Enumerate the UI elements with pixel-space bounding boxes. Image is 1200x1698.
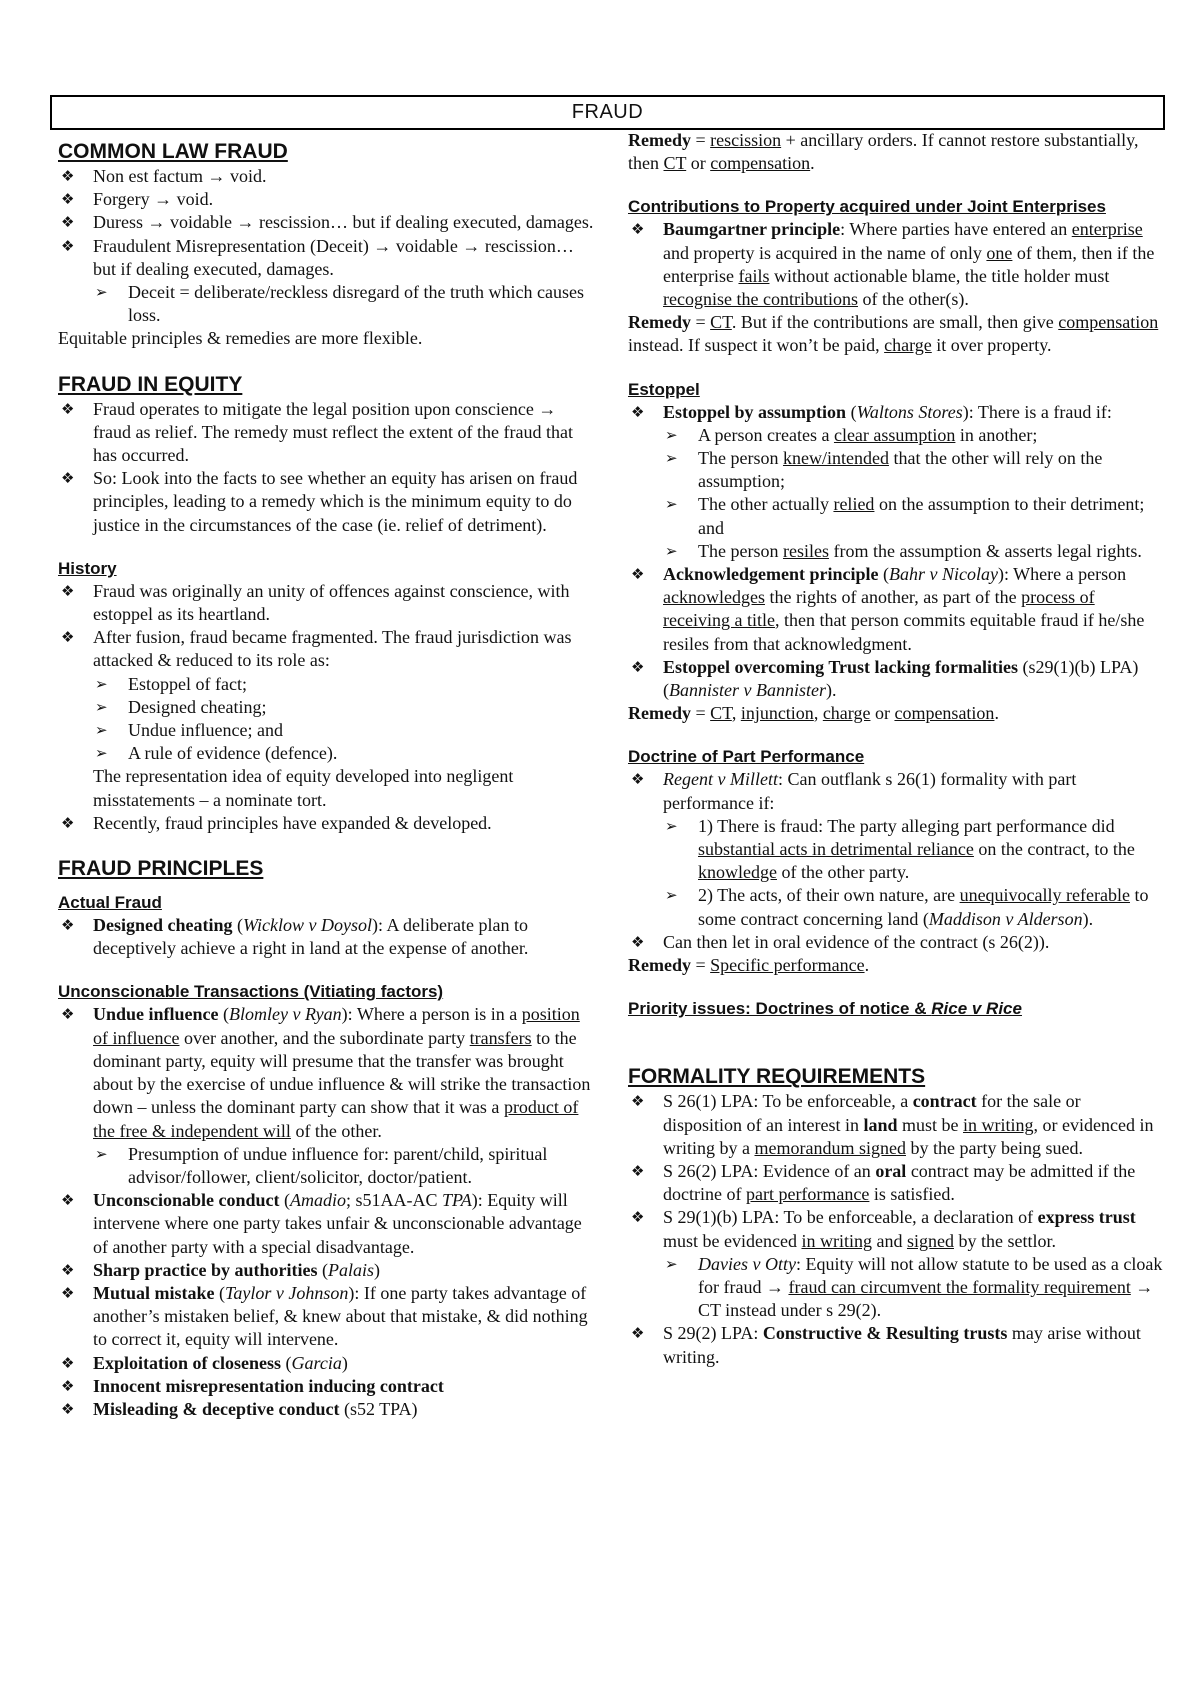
list-item: ❖ Estoppel by assumption (Waltons Stores): There is a fraud if: ➢ A person creates a clear assumption in another; ➢ The person knew/intended that the other will rely on the assumption; ➢ The other actually relied on the assumption to their detriment; and ➢ The person resiles from the assumption & asserts legal rights. <box>628 401 1163 563</box>
sub-list-item: ➢ 1) There is fraud: The party alleging part performance did substantial acts in detrimental reliance on the contract, to the knowledge of the other party. <box>663 815 1163 885</box>
list-item: ❖ Fraud was originally an unity of offences against conscience, with estoppel as its heartland. <box>58 580 596 626</box>
formality-list <box>628 1090 1163 1368</box>
sub-list-item: ➢ A rule of evidence (defence). <box>93 742 596 765</box>
sub-list-item: ➢ Estoppel of fact; <box>93 673 596 696</box>
left-column <box>58 129 596 1421</box>
list-item: ❖ After fusion, fraud became fragmented. The fraud jurisdiction was attacked & reduced to its role as: ➢ Estoppel of fact; ➢ Designed cheating; ➢ Undue influence; and ➢ A rule of evidence (defence). The representation idea of equity developed into negligent misstatements – a nominate tort. <box>58 626 596 812</box>
list-item: ❖ Misleading & deceptive conduct (s52 TPA) <box>58 1398 596 1421</box>
actual-fraud-list <box>58 914 596 960</box>
list-item: ❖ Acknowledgement principle (Bahr v Nicolay): Where a person acknowledges the rights of another, as part of the process of receiving a title, then that person commits equitable fraud if he/she resiles from that acknowledgment. <box>628 563 1163 656</box>
history-heading: History <box>58 558 117 578</box>
remedy-line: Remedy = CT, injunction, charge or compensation. <box>628 703 999 724</box>
sub-list-item: ➢ Deceit = deliberate/reckless disregard of the truth which causes loss. <box>93 281 596 327</box>
note-text: The representation idea of equity developed into negligent misstatements – a nominate tort. <box>93 766 514 810</box>
estoppel-heading: Estoppel <box>628 379 700 399</box>
list-item: ❖ Sharp practice by authorities (Palais) <box>58 1259 596 1282</box>
list-item: ❖ Forgery → void. <box>58 188 596 211</box>
list-item: ❖ S 29(2) LPA: Constructive & Resulting trusts may arise without writing. <box>628 1322 1163 1368</box>
part-performance-list <box>628 768 1163 954</box>
remedy-line: Remedy = CT. But if the contributions are small, then give compensation instead. If suspect it won’t be paid, charge it over property. <box>628 312 1159 356</box>
sub-list-item: ➢ The person resiles from the assumption & asserts legal rights. <box>663 540 1163 563</box>
sub-list-item: ➢ 2) The acts, of their own nature, are unequivocally referable to some contract concerning land (Maddison v Alderson). <box>663 884 1163 930</box>
sub-list-item: ➢ The other actually relied on the assumption to their detriment; and <box>663 493 1163 539</box>
list-item: ❖ Innocent misrepresentation inducing contract <box>58 1375 596 1398</box>
list-item: ❖ Exploitation of closeness (Garcia) <box>58 1352 596 1375</box>
contributions-heading: Contributions to Property acquired under Joint Enterprises <box>628 197 1106 217</box>
list-item: ❖ Regent v Millett: Can outflank s 26(1) formality with part performance if: ➢ 1) There is fraud: The party alleging part performance did substantial acts in detrimental reliance on the contract, to the knowledge of the other party. ➢ 2) The acts, of their own nature, are unequivocally referable to some contract concerning land (Maddison v Alderson). <box>628 768 1163 930</box>
list-item: ❖ Can then let in oral evidence of the contract (s 26(2)). <box>628 931 1163 954</box>
sub-list-item: ➢ The person knew/intended that the other will rely on the assumption; <box>663 447 1163 493</box>
sub-list-item: ➢ Davies v Otty: Equity will not allow statute to be used as a cloak for fraud → fraud can circumvent the formality requirement → CT instead under s 29(2). <box>663 1253 1163 1323</box>
list-item: ❖ Fraudulent Misrepresentation (Deceit) → voidable → rescission… but if dealing executed, damages. ➢ Deceit = deliberate/reckless disregard of the truth which causes loss. <box>58 235 596 328</box>
sub-list-item: ➢ Presumption of undue influence for: parent/child, spiritual advisor/follower, client/solicitor, doctor/patient. <box>93 1143 596 1189</box>
unconscionable-list <box>58 1003 596 1421</box>
right-column <box>628 129 1163 1369</box>
list-item: ❖ Recently, fraud principles have expanded & developed. <box>58 812 596 835</box>
document-page <box>50 95 1165 1655</box>
list-item: ❖ S 29(1)(b) LPA: To be enforceable, a declaration of express trust must be evidenced in writing and signed by the settlor. ➢ Davies v Otty: Equity will not allow statute to be used as a cloak for fraud → fraud can circumvent the formality requirement → CT instead under s 29(2). <box>628 1206 1163 1322</box>
estoppel-list <box>628 401 1163 703</box>
fraud-in-equity-heading: FRAUD IN EQUITY <box>58 372 243 396</box>
actual-fraud-heading: Actual Fraud <box>58 893 162 913</box>
fraud-principles-heading: FRAUD PRINCIPLES <box>58 857 264 881</box>
document-title: FRAUD <box>50 95 1165 130</box>
priority-issues-heading: Priority issues: Doctrines of notice & Rice v Rice <box>628 999 1022 1019</box>
list-item: ❖ Estoppel overcoming Trust lacking formalities (s29(1)(b) LPA) (Bannister v Bannister). <box>628 656 1163 702</box>
list-item: ❖ Non est factum → void. <box>58 165 596 188</box>
list-item: ❖ S 26(1) LPA: To be enforceable, a contract for the sale or disposition of an interest in land must be in writing, or evidenced in writing by a memorandum signed by the party being sued. <box>628 1090 1163 1160</box>
list-item: ❖ Undue influence (Blomley v Ryan): Where a person is in a position of influence over another, and the subordinate party transfers to the dominant party, equity will presume that the transfer was brought about by the exercise of undue influence & will strike the transaction down – unless the dominant party can show that it was a product of the free & independent will of the other. ➢ Presumption of undue influence for: parent/child, spiritual advisor/follower, client/solicitor, doctor/patient. <box>58 1003 596 1189</box>
remedy-line: Remedy = rescission + ancillary orders. If cannot restore substantially, then CT or compensation. <box>628 130 1139 174</box>
list-item: ❖ Mutual mistake (Taylor v Johnson): If one party takes advantage of another’s mistaken belief, & knew about that mistake, & did nothing to correct it, equity will intervene. <box>58 1282 596 1352</box>
list-item: ❖ Fraud operates to mitigate the legal position upon conscience → fraud as relief. The remedy must reflect the extent of the fraud that has occurred. <box>58 398 596 468</box>
common-law-list <box>58 165 596 327</box>
list-item: ❖ Designed cheating (Wicklow v Doysol): A deliberate plan to deceptively achieve a right in land at the expense of another. <box>58 914 596 960</box>
sub-list-item: ➢ Designed cheating; <box>93 696 596 719</box>
common-law-fraud-heading: COMMON LAW FRAUD <box>58 140 288 163</box>
contributions-list <box>628 218 1163 311</box>
part-performance-heading: Doctrine of Part Performance <box>628 747 865 767</box>
formality-requirements-heading: FORMALITY REQUIREMENTS <box>628 1065 926 1089</box>
list-item: ❖ So: Look into the facts to see whether an equity has arisen on fraud principles, leading to a remedy which is the minimum equity to do justice in the circumstances of the case (ie. relief of detriment). <box>58 467 596 537</box>
equity-list <box>58 398 596 537</box>
note-text: Equitable principles & remedies are more flexible. <box>58 328 423 349</box>
list-item: ❖ Unconscionable conduct (Amadio; s51AA-AC TPA): Equity will intervene where one party takes unfair & unconscionable advantage of another party with a special disadvantage. <box>58 1189 596 1259</box>
sub-list-item: ➢ A person creates a clear assumption in another; <box>663 424 1163 447</box>
list-item: ❖ Baumgartner principle: Where parties have entered an enterprise and property is acquired in the name of only one of them, then if the enterprise fails without actionable blame, the title holder must recognise the contributions of the other(s). <box>628 218 1163 311</box>
remedy-line: Remedy = Specific performance. <box>628 955 870 976</box>
history-list <box>58 580 596 835</box>
list-item: ❖ S 26(2) LPA: Evidence of an oral contract may be admitted if the doctrine of part performance is satisfied. <box>628 1160 1163 1206</box>
sub-list-item: ➢ Undue influence; and <box>93 719 596 742</box>
list-item: ❖ Duress → voidable → rescission… but if dealing executed, damages. <box>58 211 596 234</box>
unconscionable-transactions-heading: Unconscionable Transactions (Vitiating factors) <box>58 982 444 1002</box>
